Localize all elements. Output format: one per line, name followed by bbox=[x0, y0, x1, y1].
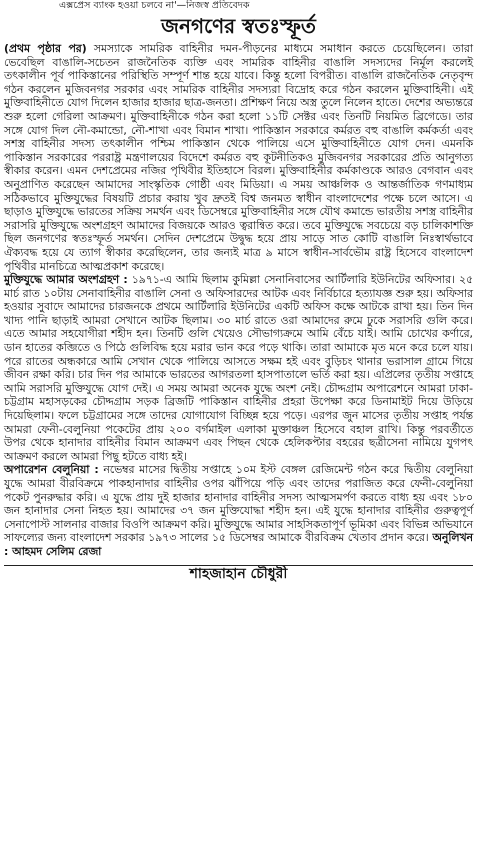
paragraph-text: সমস্যাকে সামরিক বাহিনীর দমন-পীড়নের মাধ্যমে সমাধান করতে চেয়েছিলেন। তারা ভেবেছিল বাঙালি-সচেতন রাজনৈতিক ব্যক্তি এবং সামরিক বাহিনীর বাঙালি সদস্যদের নির্মূল করলেই তৎকালীন পূর্ব পাকিস্তানের পরিস্থিতি সম্পূর্ণ শান্ত হয়ে যাবে। কিন্তু হলো বিপরীত। বাঙালি রাজনৈতিক নেতৃবৃন্দ গঠন করলেন মুজিবনগর সরকার এবং সামরিক বাহিনীর সদস্যরা বিদ্রোহ করে গঠন করলেন মুক্তিবাহিনী। এই মুক্তিবাহিনীতে যোগ দিলেন হাজার হাজার ছাত্র-জনতা। প্রশিক্ষণ নিয়ে অস্ত্র তুলে নিলেন হাতে। দেশের অভ্যন্তরে শুরু হলো গেরিলা আক্রমণ। মুক্তিবাহিনীকে গঠন করা হলো ১১টি সেক্টর এবং তিনটি নিয়মিত ব্রিগেডে। তার সঙ্গে যোগ দিল নৌ-কমান্ডো, নৌ-শাখা এবং বিমান শাখা। পাকিস্তান সরকারে কর্মরত বহু বাঙালি কর্মকর্তা এবং সশস্ত্র বাহিনীর সদস্য তৎকালীন পশ্চিম পাকিস্তান থেকে পালিয়ে এসে মুক্তিবাহিনীতে যোগ দেন। এমনকি পাকিস্তান সরকারের পররাষ্ট্র মন্ত্রণালয়ের বিদেশে কর্মরত বহু কূটনীতিকও মুজিবনগর সরকারের প্রতি আনুগত্য স্বীকার করেন। এমন দেশপ্রেমের নজির পৃথিবীর ইতিহাসে বিরল। মুক্তিবাহিনীর কর্মকাণ্ডকে আরও বেগবান এবং অনুপ্রাণিত করেছেন আমাদের সাংস্কৃতিক গোষ্ঠী এবং মিডিয়া। এ সময় আঞ্চলিক ও আন্তর্জাতিক গণমাধ্যম সঠিকভাবে মুক্তিযুদ্ধের বিষয়টি প্রচার করায় খুব দ্রুতই বিশ্ব জনমত স্বাধীন বাংলাদেশের পক্ষে চলে আসে। এ ছাড়াও মুক্তিযুদ্ধে ভারতের সক্রিয় সমর্থন এবং ডিসেম্বরে মুক্তিবাহিনীর সঙ্গে যৌথ কমান্ডে ভারতীয় সশস্ত্র বাহিনীর সরাসরি মুক্তিযুদ্ধে অংশগ্রহণ আমাদের বিজয়কে আরও ত্বরান্বিত করে। তবে মুক্তিযুদ্ধে সবচেয়ে বড় চালিকাশক্তি ছিল জনগণের স্বতঃস্ফূর্ত সমর্থন। সেদিন দেশপ্রেমে উদ্বুদ্ধ হয়ে প্রায় সাড়ে সাত কোটি বাঙালি নিঃস্বার্থভাবে ঐক্যবদ্ধ হয়ে যে ত্যাগ স্বীকার করেছিলেন, তার জন্যই মাত্র ৯ মাসে স্বাধীন-সার্বভৌম রাষ্ট্র হিসেবে বাংলাদেশ পৃথিবীর মানচিত্রে আত্মপ্রকাশ করেছে। bbox=[4, 42, 473, 273]
article-headline: জনগণের স্বতঃস্ফূর্ত bbox=[161, 14, 316, 38]
credit-name: আহমদ সেলিম রেজা bbox=[8, 544, 102, 558]
article-paragraph-operation-belonia bbox=[4, 463, 473, 558]
section-heading: মুক্তিযুদ্ধে আমার অংশগ্রহণ : bbox=[4, 273, 128, 287]
paragraph-text: ১৯৭১-এ আমি ছিলাম কুমিল্লা সেনানিবাসের আর্টিলারি ইউনিটের অফিসার। ২৫ মার্চ রাত ১০টায় সেনাবাহিনীর বাঙালি সেনা ও অফিসারদের আটক এবং নির্বিচারে হত্যাযজ্ঞ শুরু হয়। অফিসার হওয়ার সুবাদে আমাদের চারজনকে প্রথমে আর্টিলারি ইউনিটের একটি অফিস কক্ষে আটকে রাখা হয়। তিন দিন খাদ্য পানি ছাড়াই আমরা সেখানে আটক ছিলাম। ৩০ মার্চ রাতে ওরা আমাদের রুমে ঢুকে সরাসরি গুলি করে। এতে আমার সহযোগীরা শহীদ হন। তিনটি গুলি খেয়েও সৌভাগ্যক্রমে আমি বেঁচে যাই। আমি চোখের কর্ণারে, ডান হাতের কব্জিতে ও পিঠে গুলিবিদ্ধ হয়ে মরার ভান করে পড়ে থাকি। তারা আমাকে মৃত মনে করে চলে যায়। পরে রাতের অন্ধকারে আমি সেখান থেকে পালিয়ে আসতে সক্ষম হই এবং বুড়িচং থানার ভরাসাল গ্রামে গিয়ে জীবন রক্ষা করি। চার দিন পর আমাকে ভারতের আগরতলা হাসপাতালে ভর্তি করা হয়। এপ্রিলের তৃতীয় সপ্তাহে আমি সরাসরি মুক্তিযুদ্ধে যোগ দেই। এ সময় আমরা অনেক যুদ্ধে অংশ নেই। চৌদ্দগ্রাম অপারেশনে আমরা ঢাকা-চট্টগ্রাম মহাসড়কের চৌদ্দগ্রাম সড়ক ব্রিজটি পাকিস্তান বাহিনীর প্রহরা উপেক্ষা করে ডিনামাইট দিয়ে উড়িয়ে দিয়েছিলাম। ফলে চট্টগ্রামের সঙ্গে তাদের যোগাযোগ বিচ্ছিন্ন হয়ে পড়ে। এরপর জুন মাসের তৃতীয় সপ্তাহ পর্যন্ত আমরা ফেনী-বেলুনিয়া পকেটের প্রায় ২০০ বর্গমাইল এলাকা মুক্তাঞ্চল হিসেবে বহাল রাখি। কিন্তু পরবর্তীতে উপর থেকে হানাদার বাহিনীর বিমান আক্রমণ এবং পিছন থেকে হেলিকপ্টার বহরের ছত্রীসেনা নামিয়ে যুগপৎ আক্রমণ করলে আমরা পিছু হটতে বাধ্য হই। bbox=[4, 273, 474, 463]
previous-article-fragment: এক্সপ্রেস ব্যাংক হওয়া চলবে না'—নিজস্ব প্রতিবেদক bbox=[59, 0, 250, 11]
article-paragraph-continuation bbox=[4, 42, 473, 273]
credit-label: অনুলিখন : bbox=[4, 531, 473, 558]
paragraph-text: নভেম্বর মাসের দ্বিতীয় সপ্তাহে ১০ম ইস্ট বেঙ্গল রেজিমেন্ট গঠন করে দ্বিতীয় বেলুনিয়া যুদ্ধে আমরা বীরবিক্রমে পাকহানাদার বাহিনীর ওপর ঝাঁপিয়ে পড়ি এবং তাদের পরাজিত করে ফেনী-বেলুনিয়া পকেট পুনরুদ্ধার করি। এ যুদ্ধে প্রায় দুই হাজার হানাদার বাহিনীর সদস্য আত্মসমর্পণ করতে বাধ্য হয় এবং ১৮০ জন হানাদার সেনা নিহত হয়। আমাদের ৩৭ জন মুক্তিযোদ্ধা শহীদ হন। এই যুদ্ধে হানাদার বাহিনীর গুরুত্বপূর্ণ সেনাপোস্ট সালনার বাজার বিওপি আক্রমণ করি। মুক্তিযুদ্ধে আমার সাহসিকতাপূর্ণ ভূমিকা এবং বিভিন্ন অভিযানে সাফল্যের জন্য বাংলাদেশ সরকার ১৯৭৩ সালের ১৫ ডিসেম্বর আমাকে বীরবিক্রম খেতাব প্রদান করে। bbox=[4, 463, 473, 545]
next-article-fragment: শাহজাহান চৌধুরী bbox=[189, 565, 288, 582]
continuation-marker: (প্রথম পৃষ্ঠার পর) bbox=[4, 42, 87, 55]
section-heading: অপারেশন বেলুনিয়া : bbox=[4, 463, 99, 477]
article-paragraph-participation bbox=[4, 273, 473, 463]
